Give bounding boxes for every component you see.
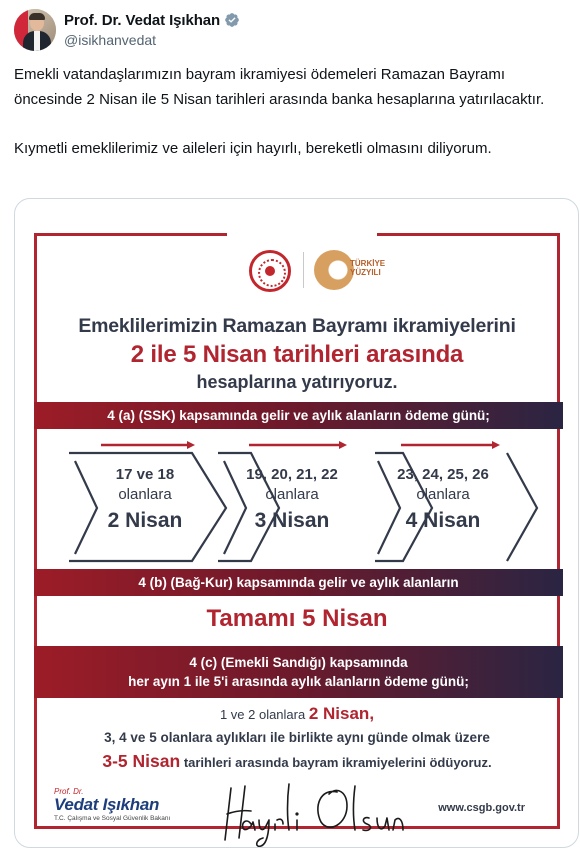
group-date: 3 Nisan: [254, 509, 330, 532]
emekli-line-1: [37, 704, 557, 724]
group-date: 4 Nisan: [405, 509, 481, 532]
tweet-paragraph-2: Kıymetli emeklilerimiz ve aileleri için hayırlı, bereketli olmasını diliyorum.: [14, 140, 492, 157]
headline-line-2: 2 ile 5 Nisan tarihleri arasında: [130, 341, 464, 368]
group-olanlara: olanlara: [416, 486, 470, 503]
tweet-paragraph-1: Emekli vatandaşlarımızın bayram ikramiyesi ödemeleri Ramazan Bayramı öncesinde 2 Nisan ile 5 Nisan tarihleri arasında banka hesaplarına yatırılacaktır.: [14, 66, 545, 108]
turkiye-yuzyili-logo-icon: [314, 250, 354, 290]
author-avatar[interactable]: [14, 9, 56, 51]
headline-line-1: Emeklilerimizin Ramazan Bayramı ikramiyelerini: [78, 315, 516, 337]
emekli-line-1-prefix: 1 ve 2 olanlara: [219, 707, 306, 722]
group-date: 2 Nisan: [107, 509, 183, 532]
author-block: [64, 11, 240, 48]
group-days: 17 ve 18: [115, 466, 175, 483]
author-name[interactable]: Prof. Dr. Vedat Işıkhan: [64, 11, 221, 29]
emekli-line-2: 3, 4 ve 5 olanlara aylıkları ile birlikte aynı günde olmak üzere: [104, 730, 490, 745]
website-url: www.csgb.gov.tr: [438, 802, 525, 814]
headline-line-3: hesaplarına yatırıyoruz.: [196, 372, 398, 392]
brand-name: Vedat Işıkhan: [54, 795, 160, 814]
emekli-line-3-date: 3-5 Nisan: [102, 751, 181, 771]
turkiye-yuzyili-logo-text: TÜRKİYE YÜZYILI: [350, 259, 386, 277]
group-olanlara: olanlara: [265, 486, 319, 503]
emekli-band-line-1: 4 (c) (Emekli Sandığı) kapsamında: [189, 655, 408, 670]
emekli-band-line-2: her ayın 1 ile 5'i arasında aylık alanların ödeme günü;: [128, 674, 469, 689]
tweet-media-image[interactable]: [14, 198, 579, 848]
emekli-line-3-suffix: tarihleri arasında bayram ikramiyelerini ödüyoruz.: [183, 755, 492, 770]
tweet-text: [14, 62, 574, 161]
payment-group-1: [75, 465, 215, 534]
hayirli-olsun-signature: [217, 778, 407, 848]
verified-badge-icon: [224, 12, 240, 28]
group-days: 23, 24, 25, 26: [397, 466, 489, 483]
author-handle[interactable]: @isikhanvedat: [64, 32, 157, 48]
bagkur-band: 4 (b) (Bağ-Kur) kapsamında gelir ve aylık alanların: [34, 569, 563, 596]
emekli-sandigi-band: [34, 646, 563, 698]
bagkur-date: Tamamı 5 Nisan: [206, 605, 388, 632]
group-olanlara: olanlara: [118, 486, 172, 503]
emekli-line-1-date: 2 Nisan,: [308, 704, 375, 723]
infographic-frame: [34, 233, 560, 829]
payment-group-3: [373, 465, 513, 534]
ministry-emblem-icon: [249, 250, 291, 292]
brand-title: T.C. Çalışma ve Sosyal Güvenlik Bakanı: [54, 815, 171, 822]
ssk-band: 4 (a) (SSK) kapsamında gelir ve aylık alanların ödeme günü;: [34, 402, 563, 429]
payment-group-2: [222, 465, 362, 534]
emekli-line-3: [37, 751, 557, 772]
group-days: 19, 20, 21, 22: [246, 466, 338, 483]
brand-prefix: Prof. Dr.: [54, 787, 84, 796]
minister-brand: [54, 787, 170, 822]
